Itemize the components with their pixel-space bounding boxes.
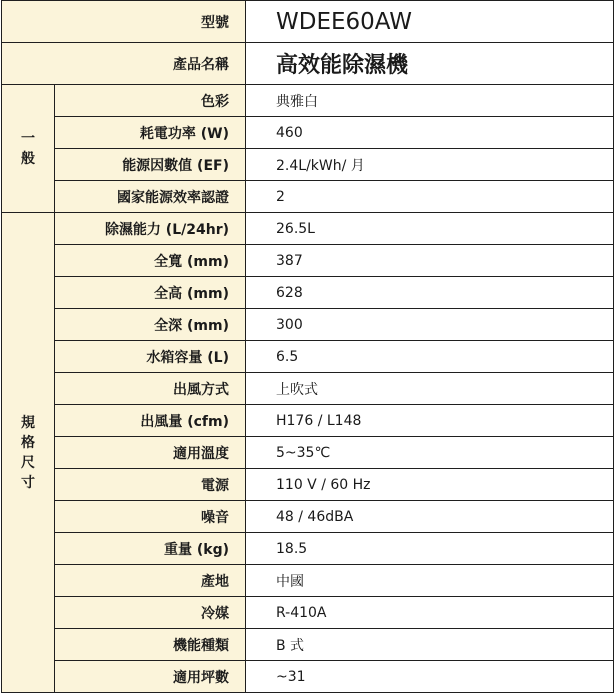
spec-table [1, 0, 614, 693]
spec-label: 出風量 (cfm) [55, 405, 246, 437]
model-label: 型號 [2, 1, 246, 43]
spec-value: 628 [246, 277, 614, 309]
spec-label: 適用溫度 [55, 437, 246, 469]
spec-label: 全寬 (mm) [55, 245, 246, 277]
spec-value: 2.4L/kWh/ 月 [246, 149, 614, 181]
table-row [2, 469, 614, 501]
spec-label: 適用坪數 [55, 661, 246, 693]
spec-label: 國家能源效率認證 [55, 181, 246, 213]
table-row [2, 149, 614, 181]
table-row [2, 437, 614, 469]
model-row [2, 1, 614, 43]
product-name-row [2, 43, 614, 85]
table-row [2, 373, 614, 405]
table-row [2, 405, 614, 437]
table-row [2, 501, 614, 533]
table-row [2, 181, 614, 213]
spec-value: 2 [246, 181, 614, 213]
spec-label: 水箱容量 (L) [55, 341, 246, 373]
table-row [2, 661, 614, 693]
spec-label: 電源 [55, 469, 246, 501]
spec-label: 能源因數值 (EF) [55, 149, 246, 181]
spec-label: 冷媒 [55, 597, 246, 629]
spec-value: 18.5 [246, 533, 614, 565]
table-row [2, 597, 614, 629]
spec-value: 6.5 [246, 341, 614, 373]
table-row [2, 213, 614, 245]
spec-value: 中國 [246, 565, 614, 597]
table-row [2, 565, 614, 597]
spec-label: 全高 (mm) [55, 277, 246, 309]
spec-value: ~31 [246, 661, 614, 693]
group-general-title: 一般 [2, 85, 55, 213]
model-value: WDEE60AW [246, 1, 614, 43]
spec-label: 耗電功率 (W) [55, 117, 246, 149]
table-row [2, 309, 614, 341]
table-row [2, 117, 614, 149]
spec-label: 色彩 [55, 85, 246, 117]
spec-label: 噪音 [55, 501, 246, 533]
spec-label: 機能種類 [55, 629, 246, 661]
table-row [2, 629, 614, 661]
spec-label: 出風方式 [55, 373, 246, 405]
spec-value: 460 [246, 117, 614, 149]
spec-value: R-410A [246, 597, 614, 629]
spec-value: 典雅白 [246, 85, 614, 117]
spec-value: 300 [246, 309, 614, 341]
spec-label: 產地 [55, 565, 246, 597]
product-name-label: 產品名稱 [2, 43, 246, 85]
product-name-value: 高效能除濕機 [246, 43, 614, 85]
spec-value: B 式 [246, 629, 614, 661]
table-row [2, 341, 614, 373]
spec-value: 5~35℃ [246, 437, 614, 469]
spec-value: 110 V / 60 Hz [246, 469, 614, 501]
spec-value: 387 [246, 245, 614, 277]
spec-value: 上吹式 [246, 373, 614, 405]
table-row [2, 85, 614, 117]
spec-value: 48 / 46dBA [246, 501, 614, 533]
table-row [2, 277, 614, 309]
spec-label: 除濕能力 (L/24hr) [55, 213, 246, 245]
spec-value: 26.5L [246, 213, 614, 245]
spec-label: 全深 (mm) [55, 309, 246, 341]
table-row [2, 245, 614, 277]
table-row [2, 533, 614, 565]
spec-label: 重量 (kg) [55, 533, 246, 565]
group-specs-title: 規格尺寸 [2, 213, 55, 693]
spec-value: H176 / L148 [246, 405, 614, 437]
